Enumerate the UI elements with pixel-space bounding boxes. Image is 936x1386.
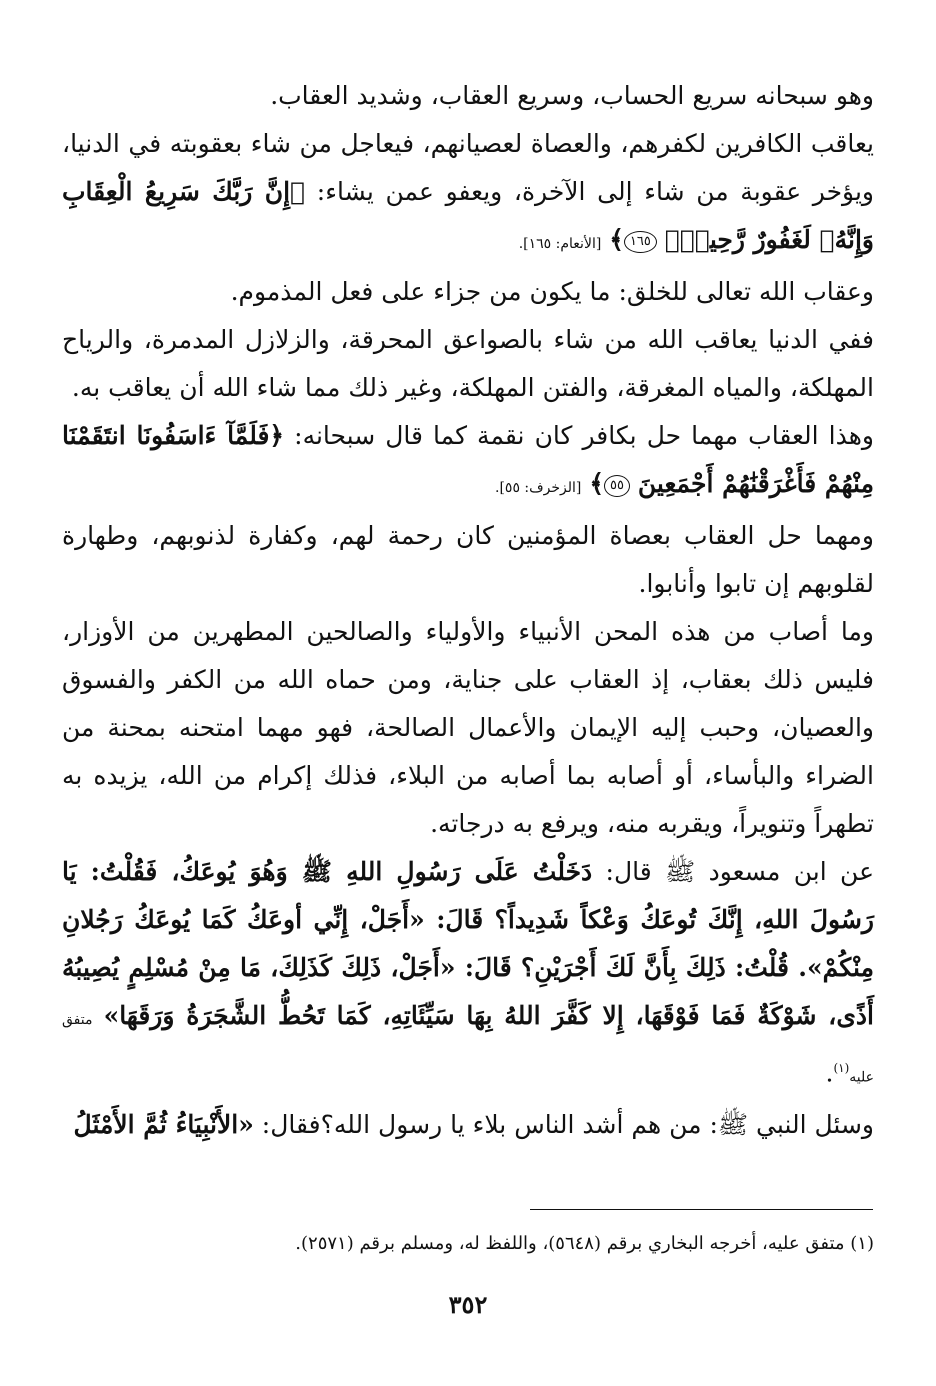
paragraph-2 bbox=[62, 120, 874, 268]
page-body bbox=[62, 72, 874, 1149]
surah-reference-anam: [الأنعام: ١٦٥]. bbox=[518, 236, 602, 252]
quran-close-bracket: ﴾ bbox=[589, 469, 604, 498]
paragraph-2-text: يعاقب الكافرين لكفرهم، والعصاة لعصيانهم، فيعاجل من شاء بعقوبته في الدنيا، ويؤخر عقوبة من شاء إلى الآخرة، ويعفو عمن يشاء: bbox=[62, 129, 874, 206]
paragraph-8-text: عن ابن مسعود ﷺ قال: bbox=[605, 857, 874, 886]
paragraph-9-text: وسئل النبي ﷺ: من هم أشد الناس بلاء يا رسول الله؟فقال: bbox=[261, 1110, 874, 1140]
paragraph-1: وهو سبحانه سريع الحساب، وسريع العقاب، وشديد العقاب. bbox=[270, 81, 874, 110]
paragraph-8-end: . bbox=[825, 1058, 834, 1088]
paragraph-6: ومهما حل العقاب بعصاة المؤمنين كان رحمة لهم، وكفارة لذنوبهم، وطهارة لقلوبهم إن تابوا وأنابوا. bbox=[62, 521, 874, 598]
paragraph-3: وعقاب الله تعالى للخلق: ما يكون من جزاء على فعل المذموم. bbox=[230, 277, 874, 306]
hadith-grading: متفق عليه bbox=[62, 1012, 874, 1086]
footnote-divider bbox=[530, 1209, 873, 1210]
paragraph-7: وما أصاب من هذه المحن الأنبياء والأولياء والصالحين المطهرين من الأوزار، فليس ذلك بعقاب، إذ العقاب على جناية، ومن حماه الله من الكفر والفسوق والعصيان، وحبب إليه الإيمان والأعمال الصالحة، فهو مهما امتحنه بمحنة من الضراء والبأساء، أو أصابه بما أصابه من البلاء، فذلك إكرام من الله، يزيده به تطهراً وتنويراً، ويقربه منه، ويرفع به درجاته. bbox=[62, 617, 874, 838]
quran-close-bracket: ﴾ bbox=[609, 225, 624, 254]
ayah-number-165: ١٦٥ bbox=[624, 231, 657, 253]
ayah-number-55: ٥٥ bbox=[604, 475, 630, 497]
paragraph-5-text: وهذا العقاب مهما حل بكافر كان نقمة كما قال سبحانه: bbox=[294, 421, 874, 450]
paragraph-9 bbox=[62, 1101, 874, 1149]
paragraph-4: ففي الدنيا يعاقب الله من شاء بالصواعق المحرقة، والزلازل المدمرة، والرياح المهلكة، والمياه المغرقة، والفتن المهلكة، وغير ذلك مما شاء الله أن يعاقب به. bbox=[62, 325, 874, 402]
surah-reference-zukhruf: [الزخرف: ٥٥]. bbox=[495, 480, 582, 496]
paragraph-5 bbox=[62, 412, 874, 512]
hadith-text-2: «الأَنْبِيَاءُ ثُمَّ الأَمْثَلُ bbox=[73, 1110, 254, 1140]
body-text bbox=[62, 72, 874, 1149]
page-number: ٣٥٢ bbox=[448, 1290, 488, 1319]
paragraph-8 bbox=[62, 848, 874, 1101]
footnote: (١) متفق عليه، أخرجه البخاري برقم (٥٦٤٨)، واللفظ له، ومسلم برقم (٢٥٧١). bbox=[295, 1233, 874, 1254]
hadith-text: دَخَلْتُ عَلَى رَسُولِ اللهِ ﷺ وَهُوَ يُوعَكُ، فَقُلْتُ: يَا رَسُولَ اللهِ، إِنَّكَ تُوعَكُ وَعْكاً شَدِيداً؟ قَالَ: «أَجَلْ، إِنِّي أوعَكُ كَمَا يُوعَكُ رَجُلانِ مِنْكُمْ». قُلْتُ: ذَلِكَ بِأَنَّ لَكَ أَجْرَيْنِ؟ قَالَ: «أَجَلْ، ذَلِكَ كَذَلِكَ، مَا مِنْ مُسْلِمٍ يُصِيبُهُ أَذًى، شَوْكَةٌ فَمَا فَوْقَهَا، إِلا كَفَّرَ اللهُ بِهَا سَيِّئَاتِهِ، كَمَا تَحُطُّ الشَّجَرَةُ وَرَقَهَا» bbox=[62, 857, 874, 1030]
quran-verse-zukhruf: ﴿فَلَمَّآ ءَاسَفُونَا انتَقَمْنَا مِنْهُمْ فَأَغْرَقْنَٰهُمْ أَجْمَعِينَ bbox=[62, 421, 874, 498]
footnote-marker: (١) bbox=[833, 1061, 850, 1075]
quran-verse-anam: ﴿إِنَّ رَبَّكَ سَرِيعُ الْعِقَابِ وَإِنَّهُۥ لَغَفُورٌ رَّحِيمٌۢ bbox=[62, 177, 874, 254]
